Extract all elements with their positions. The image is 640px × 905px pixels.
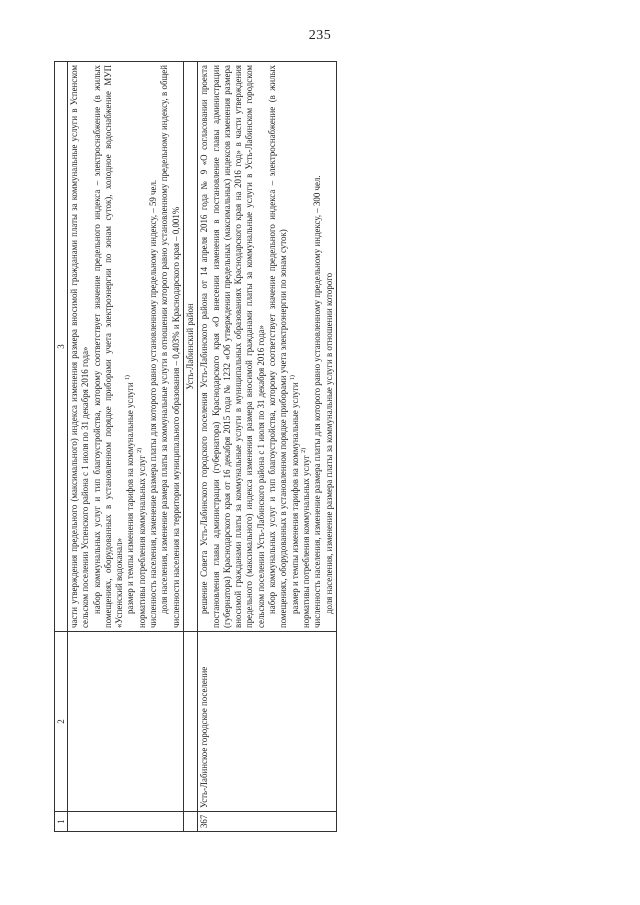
paragraph-with-footnote bbox=[301, 65, 312, 628]
header-col-2: 2 bbox=[55, 632, 68, 812]
cell-name bbox=[183, 632, 197, 812]
paragraph-with-footnote bbox=[137, 65, 148, 628]
table-row-367 bbox=[198, 62, 337, 832]
paragraph: численность населения, изменение размера платы для которого равно установленному предельному индексу, – 300 чел. bbox=[312, 175, 323, 628]
table-header-row bbox=[55, 62, 68, 832]
cell-details bbox=[198, 62, 337, 632]
table-section-row bbox=[183, 62, 197, 832]
header-col-1: 1 bbox=[55, 812, 68, 832]
rotated-table-page bbox=[54, 62, 586, 832]
paragraph: решение Совета Усть-Лабинского городского поселения Усть-Лабинского района от 14 апреля 2016 года № 9 «О согласовании проекта постановления главы администрации (губернатора) Краснодарского края «О внесении изменения в постановление главы администрации (губернатора) Краснодарского края от 16 декабря 2015 года № 1232 «Об утверждении предельных (максимальных) индексов изменения размера вносимой гражданами платы за коммунальные услуги в муниципальных образованиях Краснодарского края на 2016 год» в части утверждения предельного (максимального) индекса изменения размера вносимой гражданами платы за коммунальные услуги в Усть-Лабинском городском сельском поселении Усть-Лабинского района с 1 июля по 31 декабря 2016 года» bbox=[199, 65, 266, 628]
paragraph-text: размер и темпы изменения тарифов на коммунальные услуги bbox=[125, 382, 136, 614]
paragraph-text: размер и темпы изменения тарифов на коммунальные услуги bbox=[289, 382, 300, 614]
cell-number bbox=[68, 812, 184, 832]
paragraph: численность населения, изменение размера платы для которого равно установленному предельному индексу, – 59 чел. bbox=[148, 179, 159, 628]
paragraph: набор коммунальных услуг и тип благоустройства, которому соответствует значение предельного индекса – электроснабжение (в жилых помещениях, оборудованных в установленном порядке приборами учета электроэнергии по зонам суток), холодное водоснабжение МУП «Успенский водоканал» bbox=[91, 65, 125, 628]
paragraph: части утверждения предельного (максимального) индекса изменения размера вносимой гражданами платы за коммунальные услуги в Успенском сельском поселении Успенского района с 1 июля по 31 декабря 2016 года» bbox=[69, 65, 91, 628]
data-table bbox=[54, 61, 337, 832]
page-number: 235 bbox=[308, 28, 332, 43]
paragraph-text: нормативы потребления коммунальных услуг bbox=[300, 455, 311, 628]
footnote-mark: 1) bbox=[289, 375, 296, 381]
paragraph-text: нормативы потребления коммунальных услуг bbox=[136, 455, 147, 628]
header-col-3: 3 bbox=[55, 62, 68, 632]
paragraph: доля населения, изменение размера платы за коммунальные услуги в отношении которого bbox=[323, 272, 334, 614]
section-title: Усть-Лабинский район bbox=[183, 62, 197, 632]
paragraph: набор коммунальных услуг и тип благоустройства, которому соответствует значение предельного индекса – электроснабжение (в жилых помещениях, оборудованных в установленном порядке приборами учета электроэнергии по зонам суток) bbox=[267, 65, 289, 628]
cell-number bbox=[183, 812, 197, 832]
footnote-mark: 2) bbox=[136, 447, 143, 453]
paragraph-with-footnote bbox=[125, 65, 136, 628]
paragraph: доля населения, изменение размера платы за коммунальные услуги в отношении которого равно установленному предельному индексу, в общей численности населения на территории муниципального образования – 0,403% и Краснодарского края – 0,001% bbox=[159, 65, 181, 628]
footnote-mark: 1) bbox=[125, 375, 132, 381]
cell-number: 367 bbox=[198, 812, 337, 832]
paragraph-with-footnote bbox=[290, 65, 301, 628]
cell-details bbox=[68, 62, 184, 632]
table-row-continuation bbox=[68, 62, 184, 832]
cell-name: Усть-Лабинское городское поселение bbox=[198, 632, 337, 812]
footnote-mark: 2) bbox=[300, 447, 307, 453]
cell-name bbox=[68, 632, 184, 812]
